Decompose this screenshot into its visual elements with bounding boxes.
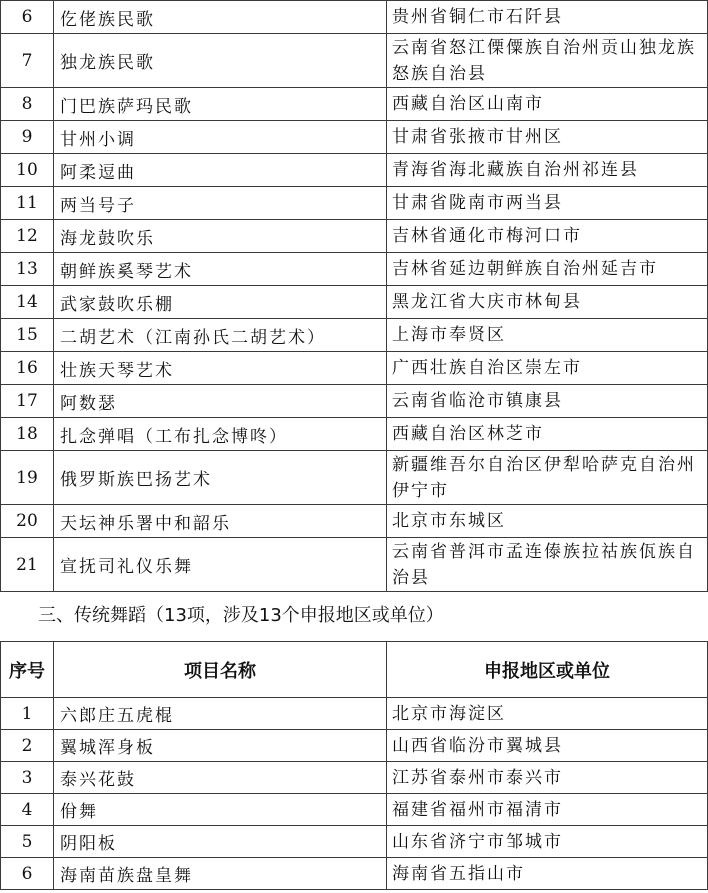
- region-name: 广西壮族自治区崇左市: [387, 352, 708, 385]
- section-heading: 三、传统舞蹈（13项，涉及13个申报地区或单位）: [38, 605, 444, 626]
- table-row: [1, 730, 708, 762]
- table-row: [1, 698, 708, 730]
- header-project-name: 项目名称: [54, 642, 387, 698]
- project-name: 天坛神乐署中和韶乐: [54, 505, 387, 538]
- project-name: 宣抚司礼仪乐舞: [54, 538, 387, 592]
- table-row: [1, 451, 708, 505]
- row-number: 15: [1, 319, 54, 352]
- row-number: 9: [1, 121, 54, 154]
- region-name: 吉林省通化市梅河口市: [387, 220, 708, 253]
- table-row: [1, 154, 708, 187]
- row-number: 7: [1, 34, 54, 88]
- header-region: 申报地区或单位: [387, 642, 708, 698]
- project-name: 朝鲜族奚琴艺术: [54, 253, 387, 286]
- row-number: 8: [1, 88, 54, 121]
- table-row: [1, 121, 708, 154]
- region-name: 北京市海淀区: [387, 698, 708, 730]
- table-row: [1, 220, 708, 253]
- row-number: 6: [1, 858, 54, 890]
- row-number: 11: [1, 187, 54, 220]
- table-row: [1, 505, 708, 538]
- table-row: [1, 34, 708, 88]
- region-name: 江苏省泰州市泰兴市: [387, 762, 708, 794]
- region-name: 北京市东城区: [387, 505, 708, 538]
- project-name: 六郎庄五虎棍: [54, 698, 387, 730]
- row-number: 14: [1, 286, 54, 319]
- row-number: 2: [1, 730, 54, 762]
- project-name: 扎念弹唱（工布扎念博咚）: [54, 418, 387, 451]
- region-name: 青海省海北藏族自治州祁连县: [387, 154, 708, 187]
- project-name: 阴阳板: [54, 826, 387, 858]
- region-name: 甘肃省张掖市甘州区: [387, 121, 708, 154]
- project-name: 佾舞: [54, 794, 387, 826]
- table-row: [1, 319, 708, 352]
- region-name: 海南省五指山市: [387, 858, 708, 890]
- table-row: [1, 385, 708, 418]
- dance-projects-table: [0, 641, 708, 890]
- region-name: 山东省济宁市邹城市: [387, 826, 708, 858]
- project-name: 海龙鼓吹乐: [54, 220, 387, 253]
- row-number: 13: [1, 253, 54, 286]
- project-name: 壮族天琴艺术: [54, 352, 387, 385]
- table-row: [1, 538, 708, 592]
- project-name: 海南苗族盘皇舞: [54, 858, 387, 890]
- table-row: [1, 253, 708, 286]
- table-row: [1, 1, 708, 34]
- project-name: 翼城浑身板: [54, 730, 387, 762]
- row-number: 12: [1, 220, 54, 253]
- table-row: [1, 88, 708, 121]
- table-row: [1, 286, 708, 319]
- region-name: 云南省临沧市镇康县: [387, 385, 708, 418]
- row-number: 6: [1, 1, 54, 34]
- region-name: 西藏自治区林芝市: [387, 418, 708, 451]
- row-number: 20: [1, 505, 54, 538]
- region-name: 上海市奉贤区: [387, 319, 708, 352]
- table-row: [1, 352, 708, 385]
- row-number: 3: [1, 762, 54, 794]
- table-row: [1, 794, 708, 826]
- row-number: 1: [1, 698, 54, 730]
- project-name: 阿数瑟: [54, 385, 387, 418]
- region-name: 福建省福州市福清市: [387, 794, 708, 826]
- table-row: [1, 858, 708, 890]
- project-name: 门巴族萨玛民歌: [54, 88, 387, 121]
- project-name: 泰兴花鼓: [54, 762, 387, 794]
- header-number: 序号: [1, 642, 54, 698]
- project-name: 阿柔逗曲: [54, 154, 387, 187]
- row-number: 4: [1, 794, 54, 826]
- region-name: 甘肃省陇南市两当县: [387, 187, 708, 220]
- row-number: 19: [1, 451, 54, 505]
- row-number: 18: [1, 418, 54, 451]
- row-number: 16: [1, 352, 54, 385]
- region-name: 山西省临汾市翼城县: [387, 730, 708, 762]
- region-name: 新疆维吾尔自治区伊犁哈萨克自治州伊宁市: [387, 451, 708, 505]
- project-name: 二胡艺术（江南孙氏二胡艺术）: [54, 319, 387, 352]
- region-name: 云南省普洱市孟连傣族拉祜族佤族自治县: [387, 538, 708, 592]
- table-row: [1, 187, 708, 220]
- table-row: [1, 762, 708, 794]
- region-name: 西藏自治区山南市: [387, 88, 708, 121]
- project-name: 独龙族民歌: [54, 34, 387, 88]
- region-name: 黑龙江省大庆市林甸县: [387, 286, 708, 319]
- project-name: 甘州小调: [54, 121, 387, 154]
- region-name: 吉林省延边朝鲜族自治州延吉市: [387, 253, 708, 286]
- table-header-row: [1, 642, 708, 698]
- project-name: 仡佬族民歌: [54, 1, 387, 34]
- table-row: [1, 418, 708, 451]
- row-number: 5: [1, 826, 54, 858]
- project-name: 武家鼓吹乐棚: [54, 286, 387, 319]
- row-number: 10: [1, 154, 54, 187]
- project-name: 俄罗斯族巴扬艺术: [54, 451, 387, 505]
- table-row: [1, 826, 708, 858]
- row-number: 17: [1, 385, 54, 418]
- row-number: 21: [1, 538, 54, 592]
- region-name: 云南省怒江傈僳族自治州贡山独龙族怒族自治县: [387, 34, 708, 88]
- region-name: 贵州省铜仁市石阡县: [387, 1, 708, 34]
- project-name: 两当号子: [54, 187, 387, 220]
